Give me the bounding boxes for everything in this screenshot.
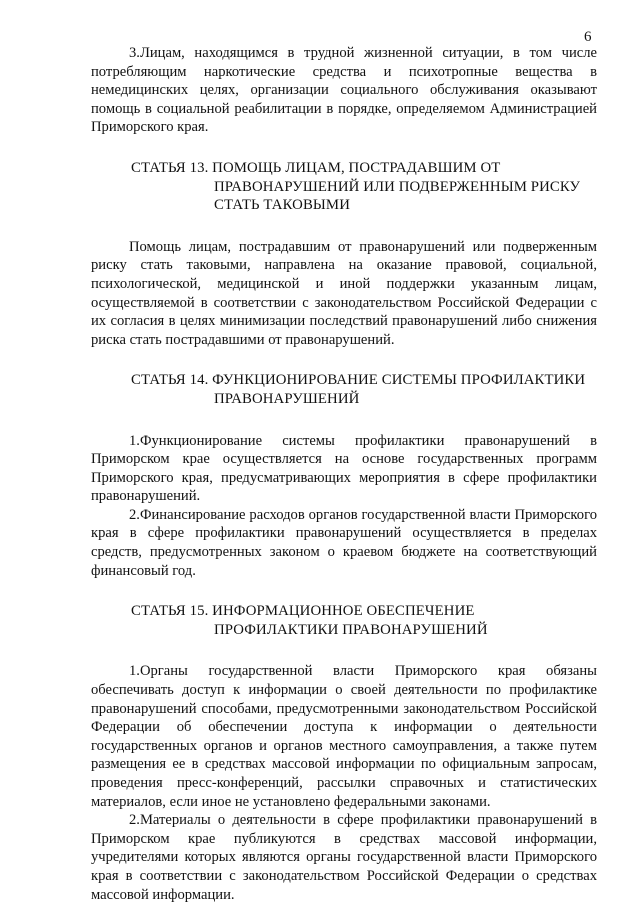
article-15-heading: [91, 602, 597, 639]
article-14-heading: [91, 371, 597, 408]
spacer: [91, 215, 597, 238]
paragraph-art14-part1: 1.Функционирование системы профилактики правонарушений в Приморском крае осуществляется на основе государственных программ Приморского края, предусматривающих мероприятия в сфере профилактики правонарушений.: [91, 432, 597, 505]
paragraph-art14-part2: 2.Финансирование расходов органов государственной власти Приморского края в сфере профилактики правонарушений осуществляется в пределах средств, предусмотренных законом о краевом бюджете на соответствующий финансовый год.: [91, 506, 597, 579]
page-number: 6: [584, 29, 592, 45]
spacer: [91, 349, 597, 371]
article-13-heading: [91, 159, 597, 215]
document-body: [91, 44, 597, 904]
heading-line: ПРОФИЛАКТИКИ ПРАВОНАРУШЕНИЙ: [214, 621, 488, 638]
paragraph-art15-part1: 1.Органы государственной власти Приморского края обязаны обеспечивать доступ к информации о своей деятельности по профилактике правонарушений способами, предусмотренными законодательством Российской Федерации об обеспечении доступа к информации о деятельности государственных органов и органов местного самоуправления, а также путем размещения ее в средствах массовой информации по официальным запросам, проведения пресс-конференций, рассылки справочных и статистических материалов, если иное не установлено федеральными законами.: [91, 663, 597, 810]
spacer: [91, 580, 597, 602]
spacer: [91, 639, 597, 662]
paragraph-art12-part3: 3.Лицам, находящимся в трудной жизненной ситуации, в том числе потребляющим наркотические средства и психотропные вещества в немедицинских целях, организации социального обслуживания оказывают помощь в социальной реабилитации в порядке, определяемом Администрацией Приморского края.: [91, 45, 597, 136]
paragraph-art13: Помощь лицам, пострадавшим от правонарушений или подверженным риску стать таковыми, направлена на оказание правовой, социальной, психологической, медицинской и иной поддержки указанным лицам, осуществляемой в соответствии с законодательством Российской Федерации с их согласия в целях минимизации последствий правонарушений либо снижения риска стать пострадавшими от правонарушений.: [91, 238, 597, 348]
heading-line: ПРАВОНАРУШЕНИЙ: [214, 390, 360, 407]
paragraph-art15-part2: 2.Материалы о деятельности в сфере профилактики правонарушений в Приморском крае публикуются в средствах массовой информации, учредителями которых являются органы государственной власти Приморского края в соответствии с законодательством Российской Федерации о средствах массовой информации.: [91, 812, 597, 903]
spacer: [91, 409, 597, 432]
heading-line: СТАТЬЯ 13. ПОМОЩЬ ЛИЦАМ, ПОСТРАДАВШИМ ОТ: [131, 159, 501, 176]
heading-line: СТАТЬ ТАКОВЫМИ: [214, 197, 350, 214]
heading-line: СТАТЬЯ 15. ИНФОРМАЦИОННОЕ ОБЕСПЕЧЕНИЕ: [131, 603, 475, 620]
heading-line: ПРАВОНАРУШЕНИЙ ИЛИ ПОДВЕРЖЕННЫМ РИСКУ: [214, 178, 581, 195]
spacer: [91, 137, 597, 159]
heading-line: СТАТЬЯ 14. ФУНКЦИОНИРОВАНИЕ СИСТЕМЫ ПРОФИЛАКТИКИ: [131, 372, 586, 389]
